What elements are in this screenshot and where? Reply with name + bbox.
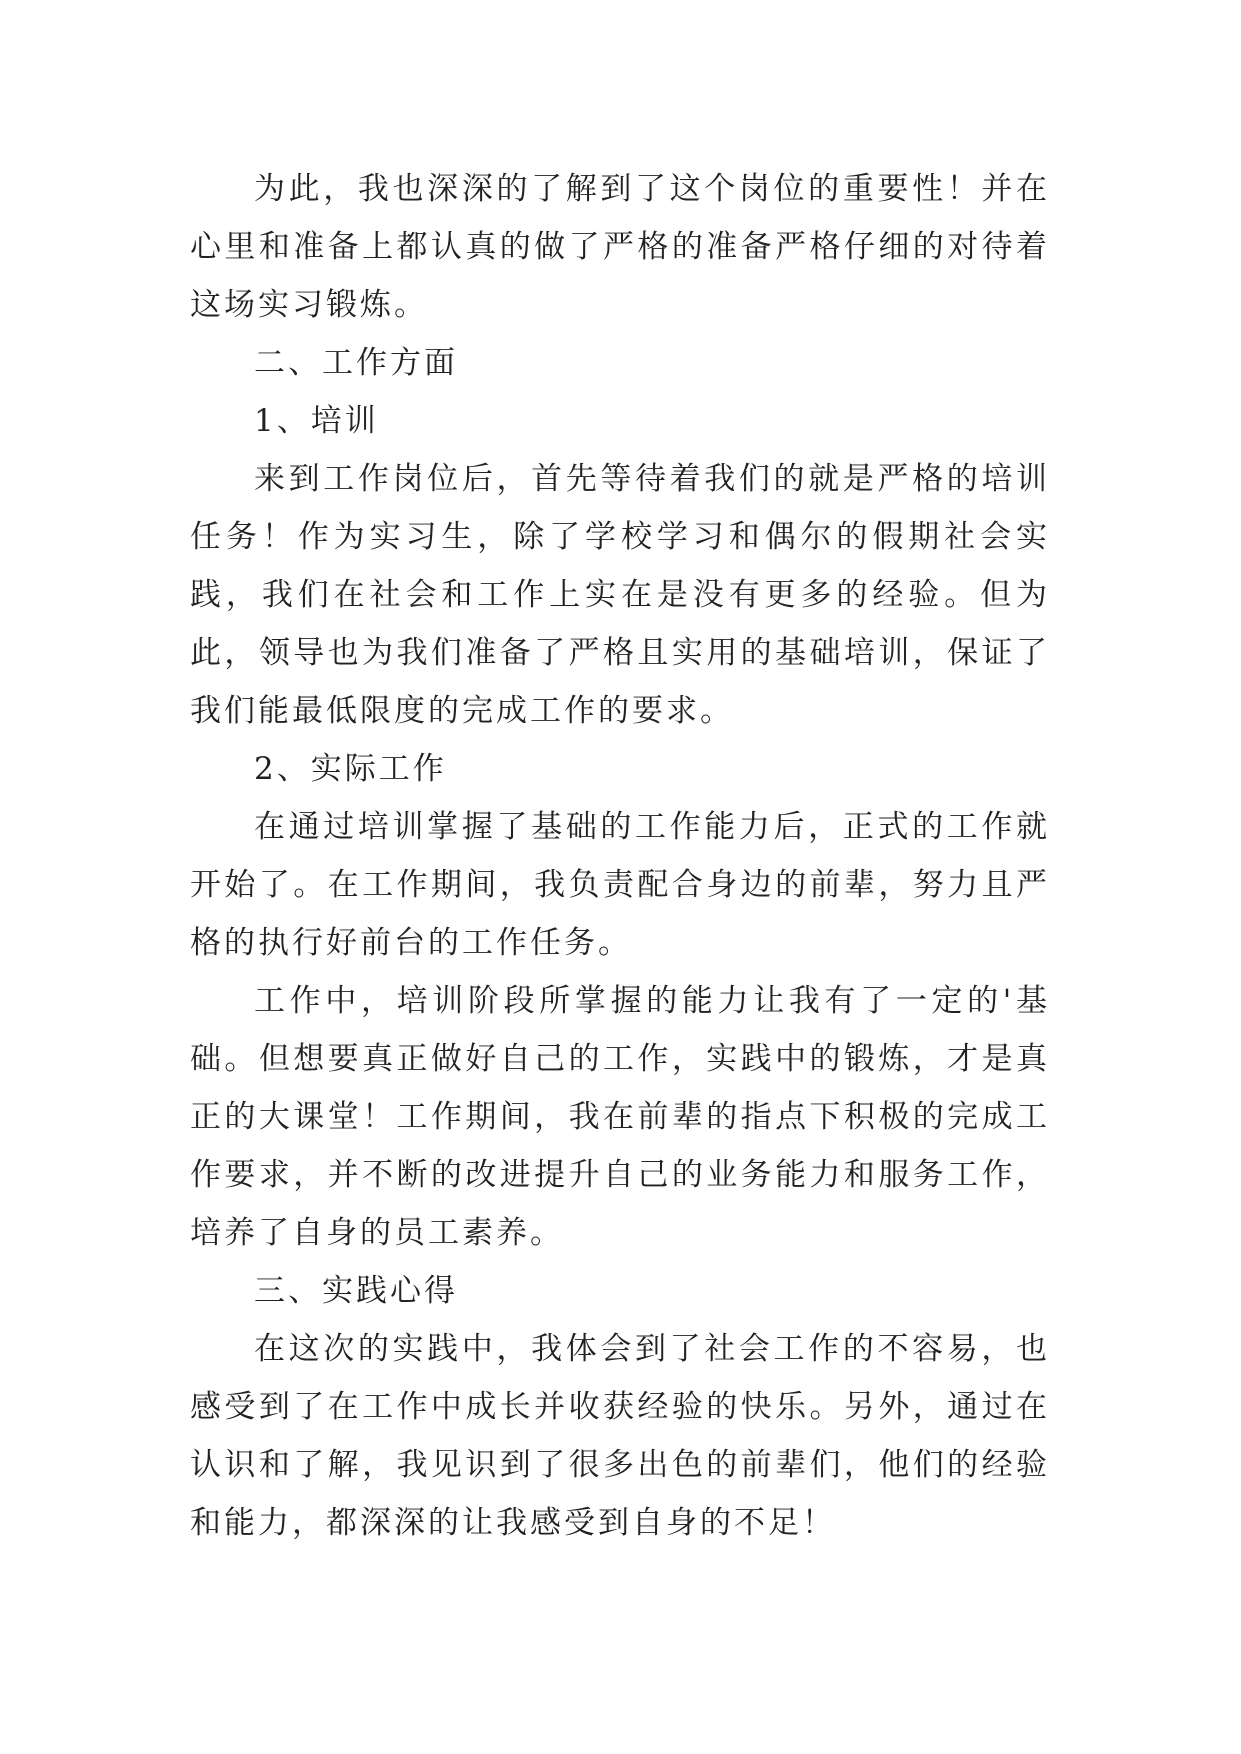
section-heading-work: 二、工作方面: [254, 345, 458, 381]
paragraph-training: 来到工作岗位后，首先等待着我们的就是严格的培训任务！作为实习生，除了学校学习和偶尔的假期社会实践，我们在社会和工作上实在是没有更多的经验。但为此，领导也为我们准备了严格且实用的基础培训，保证了我们能最低限度的完成工作的要求。: [190, 461, 1050, 729]
paragraph-importance: 为此，我也深深的了解到了这个岗位的重要性！并在心里和准备上都认真的做了严格的准备严格仔细的对待着这场实习锻炼。: [190, 171, 1050, 323]
paragraph-actual-work: 在通过培训掌握了基础的工作能力后，正式的工作就开始了。在工作期间，我负责配合身边的前辈，努力且严格的执行好前台的工作任务。: [190, 809, 1050, 961]
paragraph-reflection: 在这次的实践中，我体会到了社会工作的不容易，也感受到了在工作中成长并收获经验的快乐。另外，通过在认识和了解，我见识到了很多出色的前辈们，他们的经验和能力，都深深的让我感受到自身的不足！: [190, 1331, 1050, 1541]
paragraph-work-growth: 工作中，培训阶段所掌握的能力让我有了一定的'基础。但想要真正做好自己的工作，实践中的锻炼，才是真正的大课堂！工作期间，我在前辈的指点下积极的完成工作要求，并不断的改进提升自己的业务能力和服务工作，培养了自身的员工素养。: [190, 983, 1050, 1251]
subheading-training: 1、培训: [254, 403, 379, 439]
document-body: [190, 160, 1050, 1552]
section-heading-reflection: 三、实践心得: [254, 1273, 458, 1309]
subheading-actual-work: 2、实际工作: [254, 751, 447, 787]
